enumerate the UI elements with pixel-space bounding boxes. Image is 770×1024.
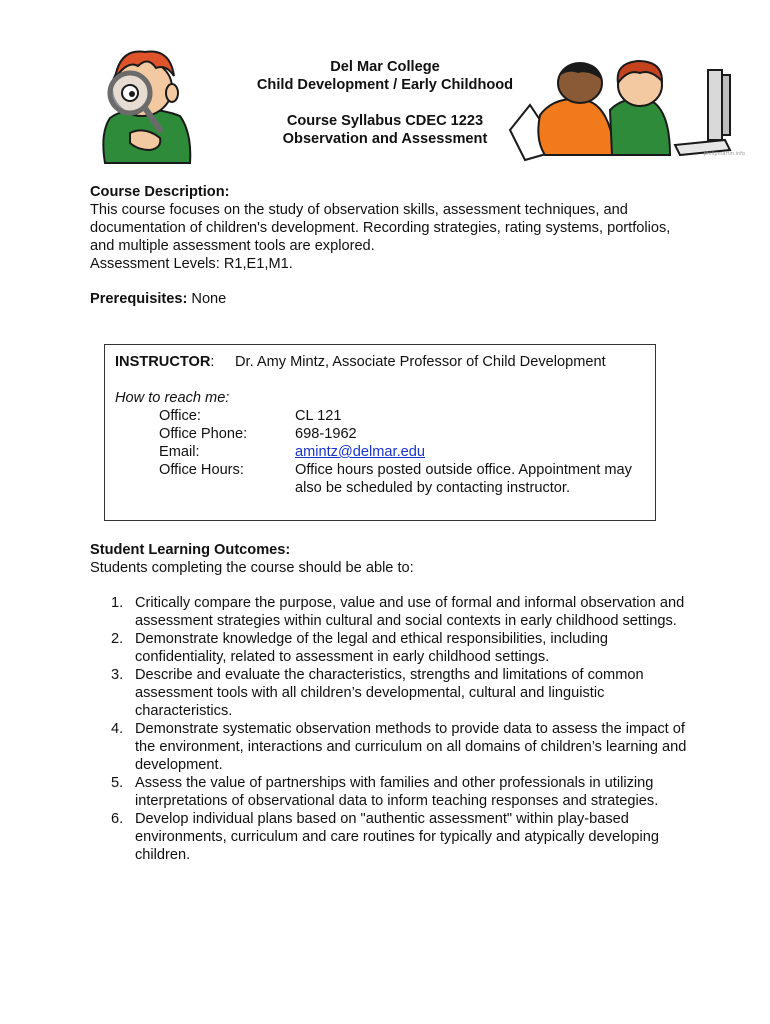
item-text: Assess the value of partnerships with families and other professionals in utilizing interpretations of observational data to inform teaching responses and strategies. xyxy=(135,775,659,809)
college-name: Del Mar College xyxy=(330,59,440,75)
instructor-box xyxy=(104,344,656,521)
phone-value: 698-1962 xyxy=(295,426,357,442)
item-text: Demonstrate knowledge of the legal and ethical responsibilities, including confidentiality, related to assessment in early childhood settings. xyxy=(135,631,608,665)
item-text: Demonstrate systematic observation methods to provide data to assess the impact of the environment, interactions and curriculum on all domains of children’s learning and development. xyxy=(135,721,687,773)
course-name: Observation and Assessment xyxy=(282,131,488,147)
phone-label: Office Phone: xyxy=(159,426,248,442)
course-description-section xyxy=(90,183,680,273)
item-text: Critically compare the purpose, value and use of formal and informal observation and assessment strategies within cultural and social contexts in early childhood settings. xyxy=(135,595,685,629)
list-item xyxy=(90,774,690,810)
email-link[interactable]: amintz@delmar.edu xyxy=(295,444,426,460)
item-text: Describe and evaluate the characteristics, strengths and limitations of common assessment tools with all children’s developmental, cultural and linguistic characteristics. xyxy=(135,667,644,719)
outcomes-section xyxy=(90,541,680,577)
item-number: 6. xyxy=(111,811,124,827)
item-number: 3. xyxy=(111,667,124,683)
item-number: 1. xyxy=(111,595,124,611)
cartoon-children-drawing-at-computer-icon xyxy=(500,55,745,165)
cartoon-detective-with-magnifier-icon xyxy=(90,38,200,168)
list-item xyxy=(90,630,690,666)
reach-label: How to reach me: xyxy=(115,390,230,406)
instructor-colon: : xyxy=(210,354,215,370)
hours-label: Office Hours: xyxy=(159,462,244,478)
instructor-label: INSTRUCTOR xyxy=(115,354,211,370)
course-code-title: Course Syllabus CDEC 1223 xyxy=(286,113,484,129)
list-item xyxy=(90,720,690,774)
item-number: 2. xyxy=(111,631,124,647)
prerequisites-value: None xyxy=(191,291,227,307)
instructor-row xyxy=(115,353,214,371)
office-value: CL 121 xyxy=(295,408,342,424)
instructor-name: Dr. Amy Mintz, Associate Professor of Child Development xyxy=(235,354,606,370)
department-name: Child Development / Early Childhood xyxy=(256,77,514,93)
assessment-levels: Assessment Levels: R1,E1,M1. xyxy=(90,256,293,272)
outcomes-list xyxy=(90,594,690,864)
outcomes-title: Student Learning Outcomes: xyxy=(90,542,291,558)
course-description-text: This course focuses on the study of observation skills, assessment techniques, and documentation of children's development. Recording strategies, rating systems, portfolios, and multiple assessment tools are explored. xyxy=(90,202,671,254)
illustration-credit: philipmartin.info xyxy=(703,151,745,157)
prerequisites-label: Prerequisites: xyxy=(90,291,188,307)
outcomes-intro: Students completing the course should be able to: xyxy=(90,560,414,576)
list-item xyxy=(90,594,690,630)
list-item xyxy=(90,666,690,720)
prerequisites-section xyxy=(90,290,680,308)
email-label: Email: xyxy=(159,444,200,460)
item-number: 5. xyxy=(111,775,124,791)
course-description-title: Course Description: xyxy=(90,184,230,200)
office-label: Office: xyxy=(159,408,201,424)
list-item xyxy=(90,810,690,864)
item-text: Develop individual plans based on "authentic assessment" within play-based environments, curriculum and care routines for typically and atypically developing children. xyxy=(135,811,660,863)
hours-value: Office hours posted outside office. Appointment may also be scheduled by contacting instructor. xyxy=(295,462,632,496)
item-number: 4. xyxy=(111,721,124,737)
